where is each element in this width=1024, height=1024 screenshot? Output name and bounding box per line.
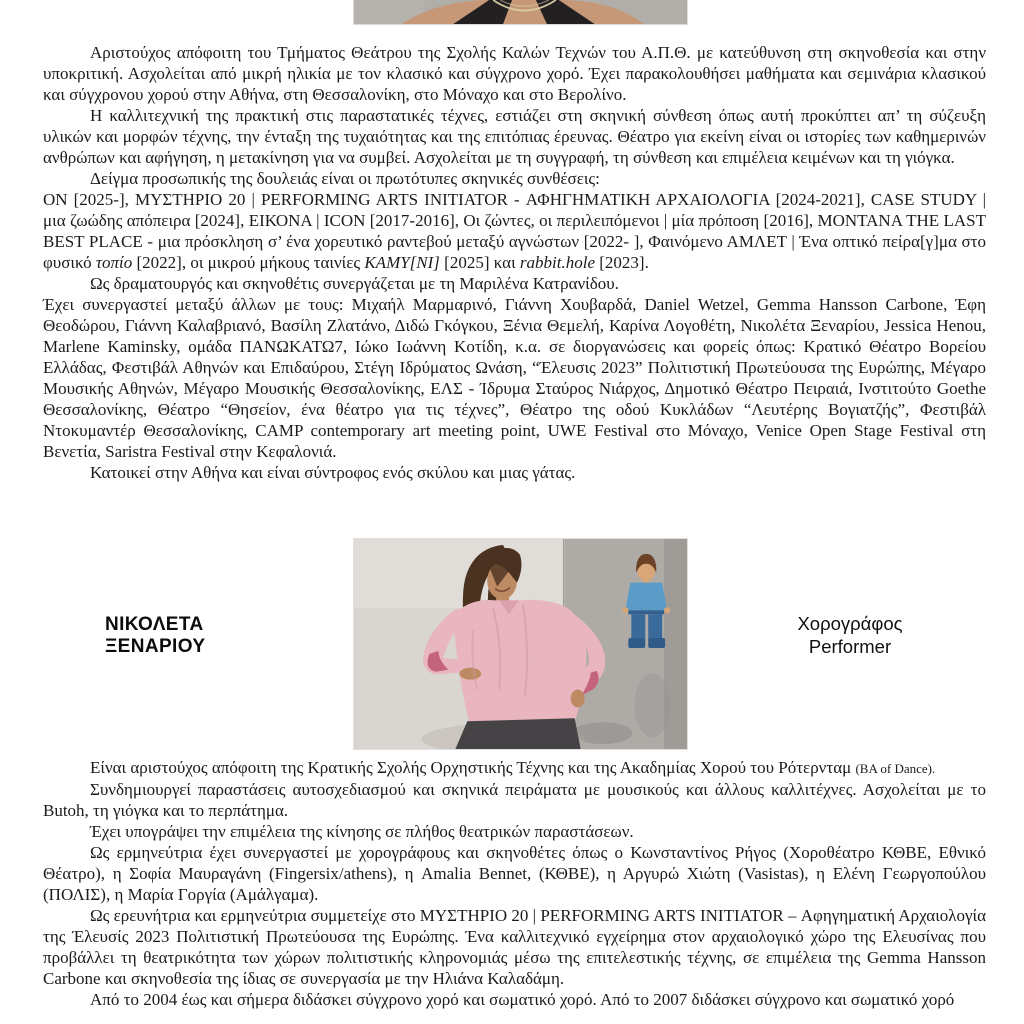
toy-figure-foot	[628, 638, 645, 648]
profile-role-line-1: Χορογράφος	[797, 613, 903, 634]
profile-role-label	[775, 613, 925, 658]
profile-photo	[353, 538, 688, 750]
bio-section-1	[43, 42, 986, 483]
toy-figure-foot	[648, 638, 665, 648]
bio-section-2	[43, 757, 986, 1024]
toy-figure-hand	[664, 607, 670, 613]
toy-figure-leg	[631, 614, 645, 640]
dancer-hand-left	[459, 668, 481, 680]
bio2-paragraph-movement: Έχει υπογράψει την επιμέλεια της κίνησης σε πλήθος θεατρικών παραστάσεων.	[90, 822, 634, 841]
photo-wall-left-highlight	[354, 539, 565, 608]
dancer-hand-right	[571, 690, 585, 708]
bio1-paragraph-education: Αριστούχος απόφοιτη του Τμήματος Θεάτρου της Σχολής Καλών Τεχνών του Α.Π.Θ. με κατεύθυνση στη σκηνοθεσία και στην υποκριτική. Ασχολείται από μικρή ηλικία με τον κλασικό και σύγχρονο χορό. Έχει παρακολουθήσει μαθήματα και σεμινάρια κλασικού και σύγχρονου χορού στην Αθήνα, στη Θεσσαλονίκη, στο Μόναχο και στο Βερολίνο.	[43, 43, 986, 104]
works-title-italic: rabbit.hole	[519, 253, 595, 272]
bio2-paragraph-performer: Ως ερμηνεύτρια έχει συνεργαστεί με χορογράφους και σκηνοθέτες όπως ο Κωνσταντίνος Ρήγος (Χοροθέατρο ΚΘΒΕ, Εθνικό Θέατρο), η Σοφία Μαυραγάνη (Fingersix/athens), η Amalia Bennet, (ΚΘΒΕ), η Αργυρώ Χιώτη (Vasistas), η Ελένη Γεωργοπούλου (ΠΟΛΙΣ), η Μαρία Γοργία (Αμάλγαμα).	[43, 843, 986, 904]
profile-name-label	[105, 614, 205, 657]
bio2-paragraph-education	[43, 757, 986, 779]
works-title-italic: ΚΑΜΥ[ΝΙ]	[364, 253, 440, 272]
toy-figure-hand	[622, 607, 628, 613]
top-portrait-photo	[353, 0, 688, 25]
dancer-skirt	[455, 718, 580, 749]
bio2-paragraph-teaching-clipped: Από το 2004 έως και σήμερα διδάσκει σύγχρονο χορό και σωματικό χορό. Από το 2007 διδάσκει σύγχρονο και σωματικό χορό	[90, 990, 955, 1009]
profile-photo-image	[354, 539, 687, 749]
works-segment: ON [2025-], ΜΥΣΤΗΡΙΟ 20 | PERFORMING ARTS INITIATOR - ΑΦΗΓΗΜΑΤΙΚΗ ΑΡΧΑΙΟΛΟΓΙΑ [2024-2021], CASE STUDY | μια ζωώδης απόπειρα [2024], ΕΙΚΟΝΑ | ICON [2017-2016], Οι ζώντες, οι περιλειπόμενοι | μία πρόποση [2016], MONTANA THE LAST BEST PLACE - μια πρόσκληση σ’ ένα χορευτικό ραντεβού μεταξύ αγνώστων [2022- ], Φαινόμενο ΑΜΛΕΤ | Ένα οπτικό πείρα[γ]μα στο φυσικό	[43, 190, 986, 272]
toy-figure-shirt	[625, 583, 667, 611]
bio1-paragraph-practice: Η καλλιτεχνική της πρακτική στις παραστατικές τέχνες, εστιάζει στη σκηνική σύνθεση όπως αυτή προκύπτει απ’ τη σύζευξη υλικών και μορφών τέχνης, την ένταξη της τυχαιότητας και της επιτόπιας έρευνας. Θέατρο για εκείνη είναι οι ιστορίες των καθημερινών ανθρώπων και αφήγηση, η μετακίνηση για να συμβεί. Ασχολείται με τη συγγραφή, τη σύνθεση και επιμέλεια κειμένων και τη γιόγκα.	[43, 106, 986, 167]
photo-wall-smudge	[634, 674, 670, 737]
bio1-paragraph-collaborations: Έχει συνεργαστεί μεταξύ άλλων με τους: Μιχαήλ Μαρμαρινό, Γιάννη Χουβαρδά, Daniel Wetzel, Gemma Hansson Carbone, Έφη Θεοδώρου, Γιάννη Καλαβριανό, Βασίλη Ζλατάνο, Διδώ Γκόγκου, Ξένια Θεμελή, Καρίνα Λογοθέτη, Νικολέτα Ξεναρίου, Jessica Henou, Marlene Kaminsky, ομάδα ΠΑΝΩΚΑΤΩ7, Ιώκο Ιωάννη Κοτίδη, κ.α. σε διοργανώσεις και φορείς όπως: Κρατικό Θέατρο Βορείου Ελλάδας, Φεστιβάλ Αθηνών και Επιδαύρου, Στέγη Ιδρύματος Ωνάση, “Έλευσις 2023” Πολιτιστική Πρωτεύουσα της Ευρώπης, Μέγαρο Μουσικής Αθηνών, Μέγαρο Μουσικής Θεσσαλονίκης, ΕΛΣ - Ίδρυμα Σταύρος Νιάρχος, Δημοτικό Θέατρο Πειραιά, Ινστιτούτο Goethe Θεσσαλονίκης, Θέατρο “Θησείον, ένα θέατρο για τις τέχνες”, Θέατρο της οδού Κυκλάδων “Λευτέρης Βογιατζής”, Φεστιβάλ Ντοκυμαντέρ Θεσσαλονίκης, CAMP contemporary art meeting point, UWE Festival στο Μόναχο, Venice Open Stage Festival στη Βενετία, Saristra Festival στην Κεφαλονιά.	[43, 295, 986, 461]
works-segment: [2023].	[595, 253, 649, 272]
toy-figure-waist	[628, 610, 664, 614]
profile-name-line-1: ΝΙΚΟΛΕΤΑ	[105, 614, 204, 635]
profile-role-line-2: Performer	[808, 635, 892, 657]
toy-figure-leg	[648, 614, 662, 640]
bio2-paragraph-cocreation: Συνδημιουργεί παραστάσεις αυτοσχεδιασμού και σκηνικά πειράματα με μουσικούς και άλλους καλλιτέχνες. Ασχολείται με το Butoh, τη γιόγκα και το περπάτημα.	[43, 780, 986, 820]
profile-name-line-2: ΞΕΝΑΡΙΟΥ	[105, 635, 206, 657]
bio2-education-text: Είναι αριστούχος απόφοιτη της Κρατικής Σχολής Ορχηστικής Τέχνης και της Ακαδημίας Χορού του Ρότερνταμ	[90, 758, 856, 777]
works-title-italic: τοπίο	[95, 253, 133, 272]
bio1-paragraph-dramaturg: Ως δραματουργός και σκηνοθέτις συνεργάζεται με τη Μαριλένα Κατρανίδου.	[90, 274, 619, 293]
bio1-paragraph-residence: Κατοικεί στην Αθήνα και είναι σύντροφος ενός σκύλου και μιας γάτας.	[90, 463, 576, 482]
bio2-degree-note: (BA of Dance).	[855, 761, 936, 776]
top-photo-image	[354, 0, 687, 24]
works-segment: [2022], οι μικρού μήκους ταινίες	[132, 253, 365, 272]
bio2-paragraph-mystirio: Ως ερευνήτρια και ερμηνεύτρια συμμετείχε στο ΜΥΣΤΗΡΙΟ 20 | PERFORMING ARTS INITIATOR – Αφηγηματική Αρχαιολογία της Έλευσίς 2023 Πολιτιστική Πρωτεύουσα της Ευρώπης. Ένα καλλιτεχνικό εγχείρημα στον αρχαιολογικό χώρο της Ελευσίνας που προβάλλει τη θεατρικότητα των χώρων πολιτιστικής κληρονομιάς μέσω της επιτελεστικής τέχνης, σε επιμέλεια της Gemma Hansson Carbone και σκηνοθεσία της ίδιας σε συνεργασία με την Ηλιάνα Καλαδάμη.	[43, 906, 986, 988]
works-segment: [2025] και	[439, 253, 520, 272]
bio1-paragraph-works-intro: Δείγμα προσωπικής της δουλειάς είναι οι πρωτότυπες σκηνικές συνθέσεις:	[90, 169, 600, 188]
bio1-works-list	[43, 189, 986, 273]
